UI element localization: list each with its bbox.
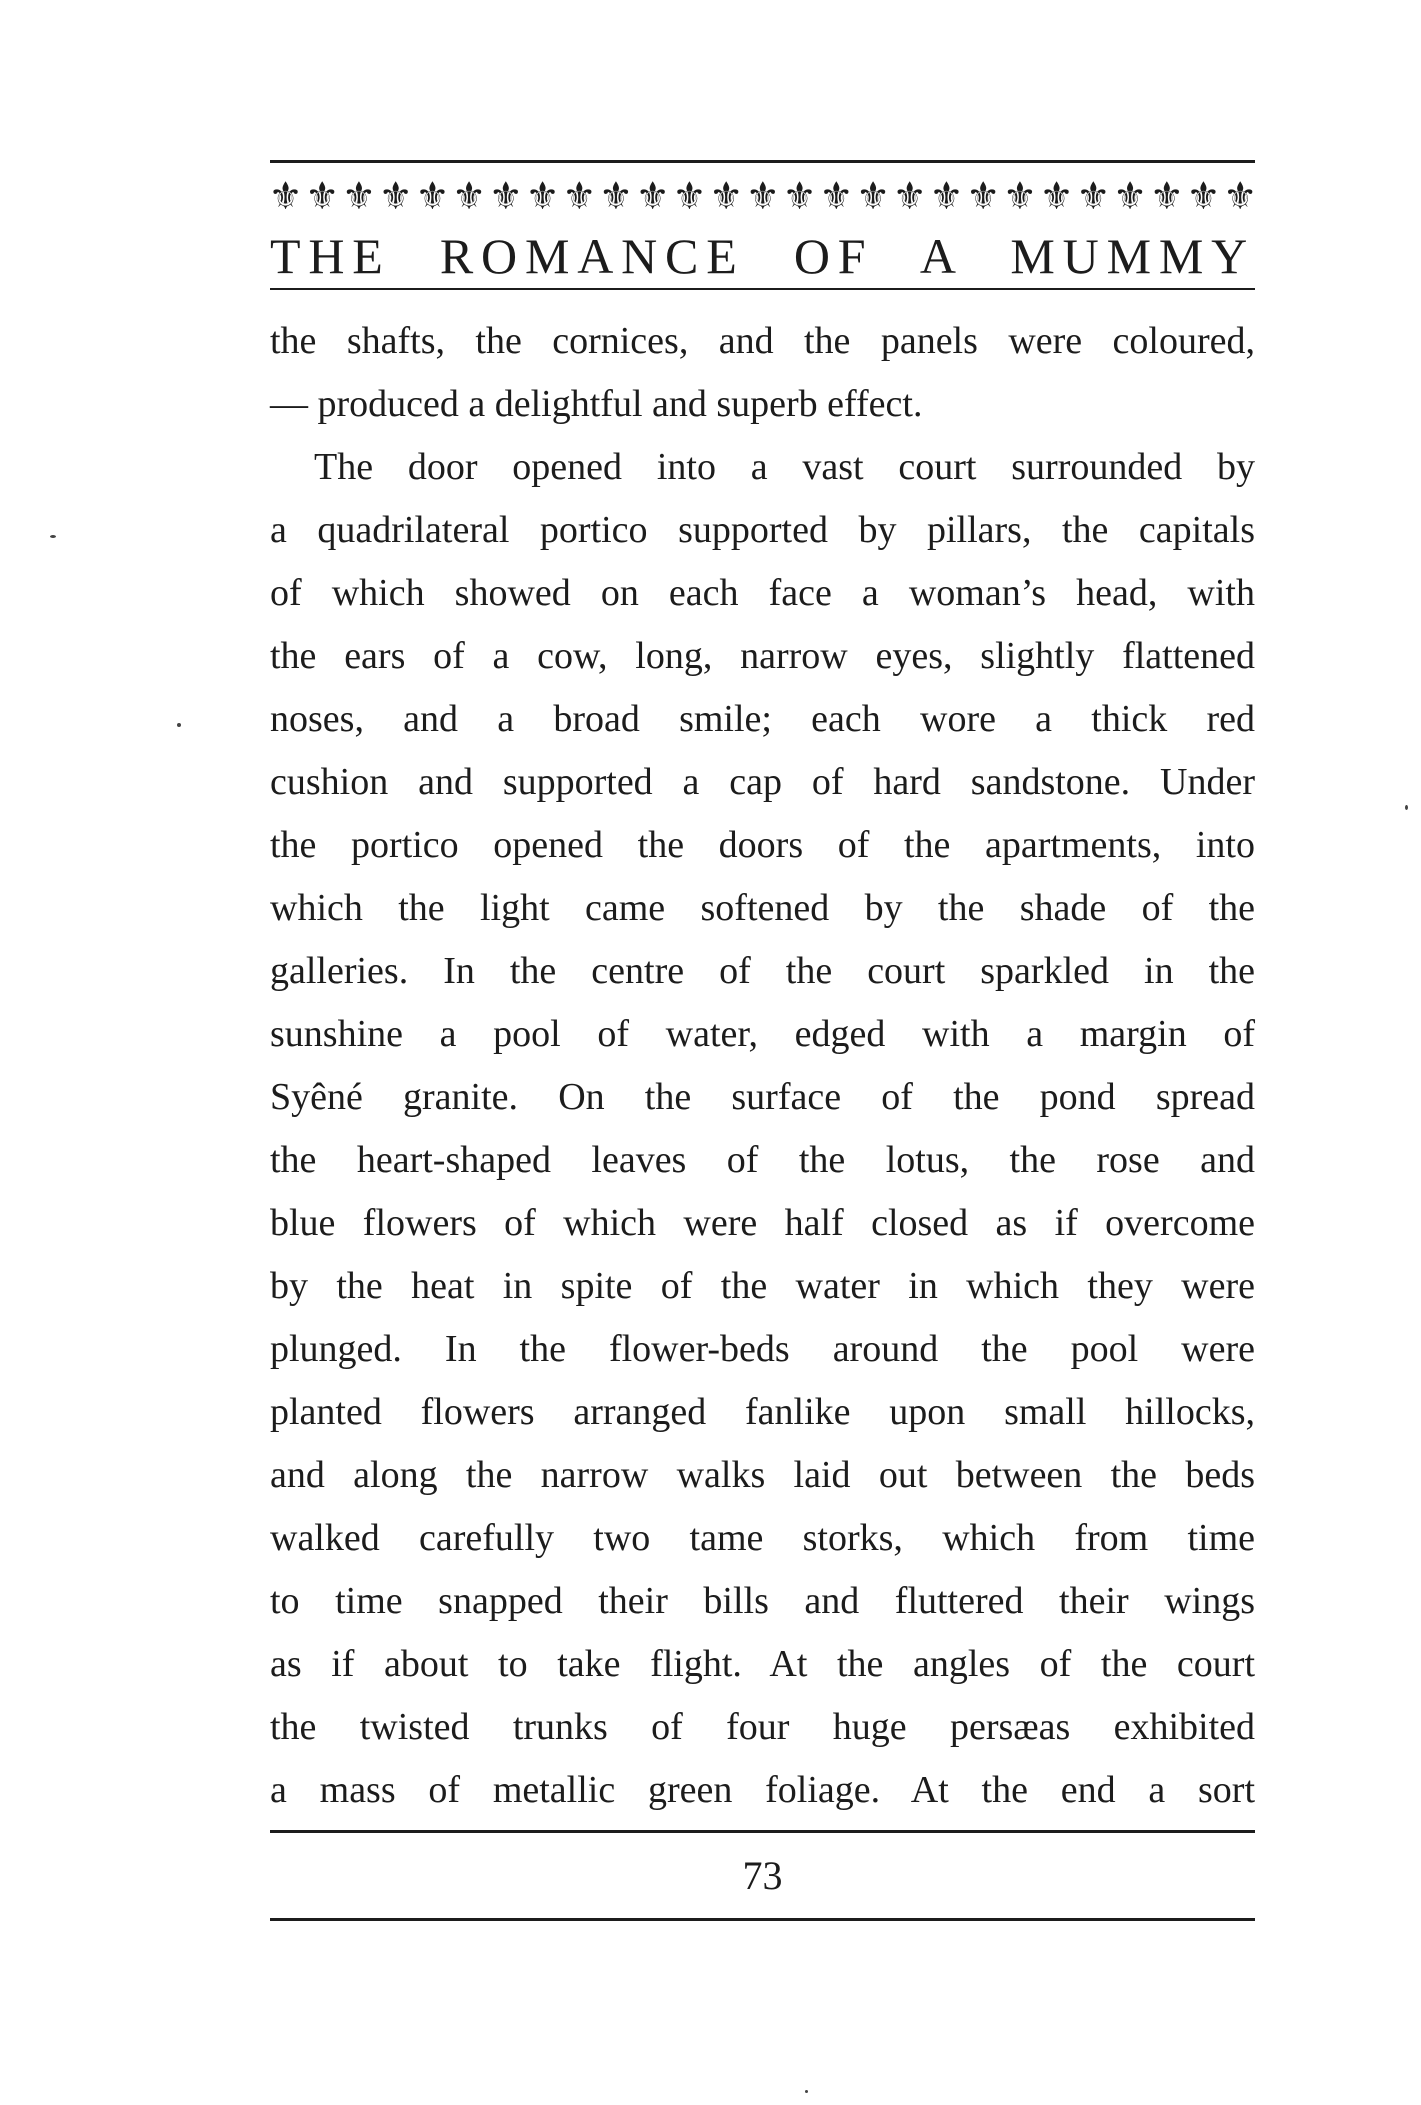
text-line: cushion and supported a cap of hard sandstone. Under <box>270 761 1255 803</box>
fleur-de-lis-icon: ⚜ <box>635 174 670 218</box>
margin-speck <box>50 535 56 538</box>
fleur-de-lis-icon: ⚜ <box>305 174 340 218</box>
text-line: which the light came softened by the shade of the <box>270 887 1255 929</box>
text-line: and along the narrow walks laid out between the beds <box>270 1454 1255 1496</box>
fleur-de-lis-icon: ⚜ <box>452 174 487 218</box>
paragraph-first-line: The door opened into a vast court surrounded by <box>314 446 1255 488</box>
text-line: galleries. In the centre of the court sparkled in the <box>270 950 1255 992</box>
fleur-de-lis-icon: ⚜ <box>415 174 450 218</box>
text-line: plunged. In the flower-beds around the pool were <box>270 1328 1255 1370</box>
fleur-de-lis-icon: ⚜ <box>1186 174 1221 218</box>
fleur-de-lis-icon: ⚜ <box>525 174 560 218</box>
fleur-de-lis-icon: ⚜ <box>1149 174 1184 218</box>
page-number: 73 <box>742 1853 783 1898</box>
text-line: sunshine a pool of water, edged with a margin of <box>270 1013 1255 1055</box>
fleur-de-lis-icon: ⚜ <box>855 174 891 218</box>
footer-bottom-rule <box>270 1918 1255 1921</box>
text-line: by the heat in spite of the water in which they were <box>270 1265 1255 1307</box>
fleur-de-lis-icon: ⚜ <box>1002 174 1037 218</box>
text-line: blue flowers of which were half closed as if overcome <box>270 1202 1255 1244</box>
text-line: — produced a delightful and superb effect. <box>270 383 923 425</box>
text-line: a quadrilateral portico supported by pillars, the capitals <box>270 509 1255 551</box>
fleur-de-lis-icon: ⚜ <box>598 174 633 218</box>
text-line: a mass of metallic green foliage. At the end a sort <box>270 1769 1255 1811</box>
text-line: the shafts, the cornices, and the panels were coloured, <box>270 320 1255 362</box>
margin-speck <box>177 723 181 727</box>
fleur-de-lis-icon: ⚜ <box>488 174 523 218</box>
fleur-de-lis-icon: ⚜ <box>966 174 1001 218</box>
fleur-de-lis-icon: ⚜ <box>1039 174 1074 218</box>
fleur-de-lis-icon: ⚜ <box>892 174 927 218</box>
fleur-de-lis-icon: ⚜ <box>268 174 303 218</box>
fleur-de-lis-icon: ⚜ <box>341 174 376 218</box>
header-top-rule <box>270 160 1255 163</box>
margin-speck <box>1405 805 1408 810</box>
fleur-de-lis-icon: ⚜ <box>378 174 413 218</box>
text-line: the heart-shaped leaves of the lotus, the rose and <box>270 1139 1255 1181</box>
footer-top-rule <box>270 1830 1255 1833</box>
text-line: as if about to take flight. At the angles of the court <box>270 1643 1255 1685</box>
fleur-de-lis-icon: ⚜ <box>562 174 597 218</box>
fleur-de-lis-icon: ⚜ <box>1076 174 1111 218</box>
text-line: the portico opened the doors of the apartments, into <box>270 824 1255 866</box>
header-bottom-rule <box>270 288 1255 290</box>
fleur-de-lis-icon: ⚜ <box>1112 174 1148 218</box>
text-line: the twisted trunks of four huge persæas exhibited <box>270 1706 1255 1748</box>
text-line: of which showed on each face a woman’s head, with <box>270 572 1255 614</box>
text-line: Syêné granite. On the surface of the pond spread <box>270 1076 1255 1118</box>
running-title: THE ROMANCE OF A MUMMY <box>270 228 1255 284</box>
text-line: noses, and a broad smile; each wore a thick red <box>270 698 1255 740</box>
fleur-de-lis-icon: ⚜ <box>1223 174 1258 218</box>
fleur-de-lis-icon: ⚜ <box>819 174 854 218</box>
fleur-de-lis-icon: ⚜ <box>745 174 780 218</box>
fleur-de-lis-icon: ⚜ <box>929 174 964 218</box>
text-line: the ears of a cow, long, narrow eyes, slightly flattened <box>270 635 1255 677</box>
text-line: planted flowers arranged fanlike upon small hillocks, <box>270 1391 1255 1433</box>
fleur-de-lis-icon: ⚜ <box>782 174 817 218</box>
body-text <box>270 310 1255 1822</box>
fleur-de-lis-ornament-band <box>268 168 1258 224</box>
margin-speck <box>805 2090 808 2093</box>
text-line: to time snapped their bills and fluttered their wings <box>270 1580 1255 1622</box>
fleur-de-lis-icon: ⚜ <box>709 174 744 218</box>
fleur-de-lis-icon: ⚜ <box>672 174 707 218</box>
text-line: walked carefully two tame storks, which from time <box>270 1517 1255 1559</box>
